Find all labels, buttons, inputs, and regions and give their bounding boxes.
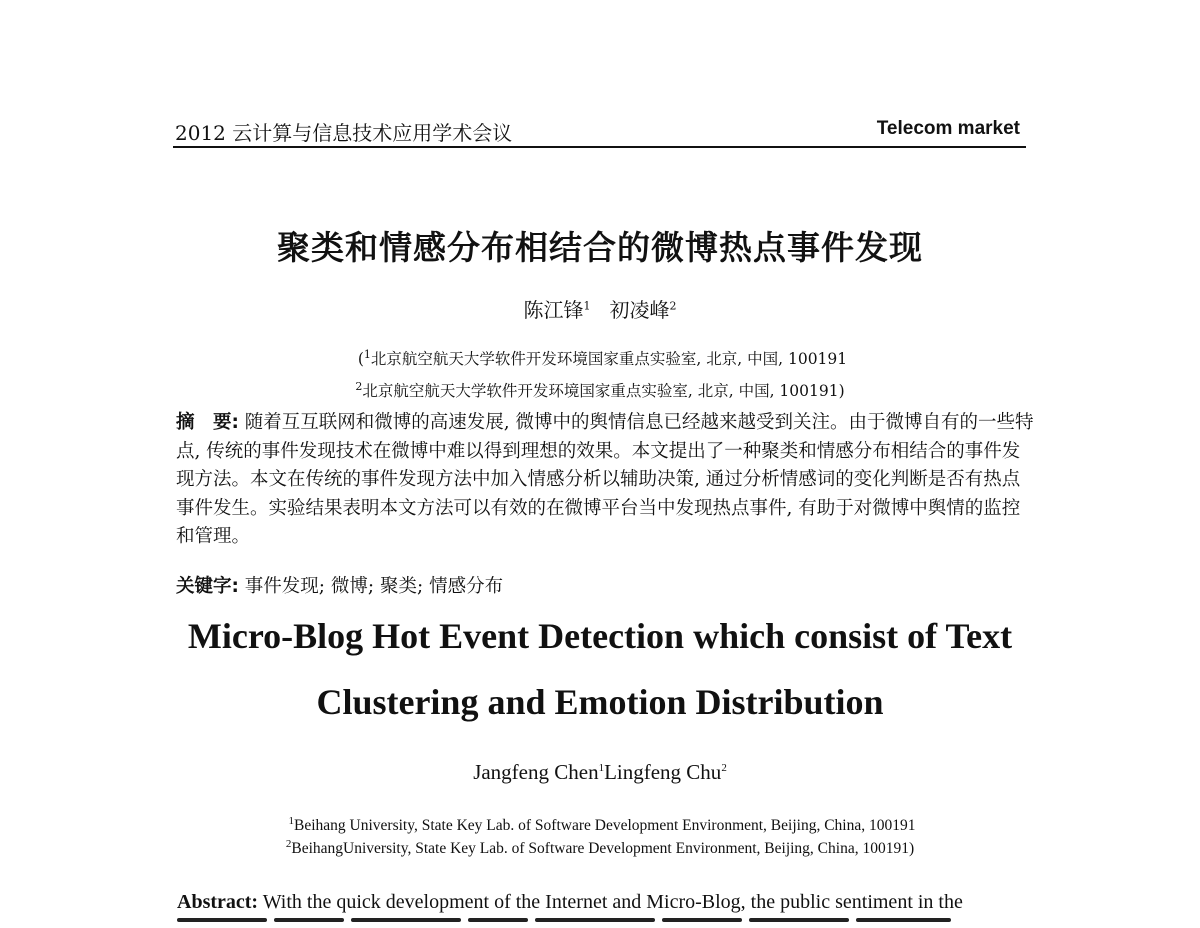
conference-name: 2012 云计算与信息技术应用学术会议: [175, 121, 513, 145]
affiliation-cn-1-sup: 1: [363, 347, 371, 361]
abstract-english: [177, 888, 1047, 916]
keywords-chinese: [176, 573, 1036, 601]
affiliation-en-1: [0, 814, 1200, 835]
author-2-sup-cn: 2: [669, 299, 677, 313]
abstract-en-label: Abstract:: [177, 891, 259, 913]
keywords-cn-label: 关键字:: [176, 576, 239, 597]
affiliation-cn-2-text: 北京航空航天大学软件开发环境国家重点实验室, 北京, 中国, 100191): [362, 382, 845, 400]
affiliation-cn-2: [0, 379, 1200, 401]
paper-title-english-line-1: Micro-Blog Hot Event Detection which consist of Text: [187, 616, 1013, 656]
author-1-sup-cn: 1: [583, 299, 591, 313]
author-2-name-cn: 初凌峰: [609, 298, 670, 322]
author-1-sup-en: 1: [598, 762, 605, 774]
cut-off-word: [468, 918, 528, 922]
cut-off-word: [535, 918, 655, 922]
journal-name: Telecom market: [876, 118, 1020, 139]
keywords-cn-text: 事件发现; 微博; 聚类; 情感分布: [238, 576, 504, 597]
affiliation-cn-1-paren: (: [357, 350, 364, 368]
affiliation-en-2: [0, 837, 1200, 858]
cut-off-word: [351, 918, 461, 922]
affiliation-cn-1-text: 北京航空航天大学软件开发环境国家重点实验室, 北京, 中国, 100191: [370, 350, 848, 368]
cut-off-text-line: [177, 918, 1022, 928]
author-1-name-en: Jangfeng Chen: [473, 760, 599, 784]
abstract-cn-text: 随着互互联网和微博的高速发展, 微博中的舆情信息已经越来越受到关注。由于微博自有的一些特点, 传统的事件发现技术在微博中难以得到理想的效果。本文提出了一种聚类和情感分布相结合的事件发现方法。本文在传统的事件发现方法中加入情感分析以辅助决策, 通过分析情感词的变化判断是否有热点事件发生。实验结果表明本文方法可以有效的在微博平台当中发现热点事件, 有助于对微博中舆情的监控和管理。: [176, 412, 1034, 547]
running-header: [173, 116, 1026, 148]
author-2-sup-en: 2: [721, 762, 727, 774]
affiliation-en-1-text: Beihang University, State Key Lab. of Software Development Environment, Beijing, China, 100191: [294, 817, 916, 834]
cut-off-word: [662, 918, 742, 922]
abstract-en-text: With the quick development of the Internet and Micro-Blog, the public sentiment in the: [258, 891, 963, 913]
paper-title-english-line-2: Clustering and Emotion Distribution: [316, 682, 884, 722]
author-2-name-en: Lingfeng Chu: [604, 760, 722, 784]
authors-english: [0, 760, 1200, 785]
cut-off-word: [177, 918, 267, 922]
affiliation-en-2-text: BeihangUniversity, State Key Lab. of Software Development Environment, Beijing, China, 100191): [291, 840, 915, 857]
cut-off-word: [749, 918, 849, 922]
affiliation-cn-2-sup: 2: [355, 379, 363, 393]
affiliation-cn-1: [0, 347, 1200, 369]
cut-off-word: [856, 918, 951, 922]
abstract-cn-label: 摘 要:: [176, 412, 239, 433]
paper-title-chinese: 聚类和情感分布相结合的微博热点事件发现: [277, 228, 923, 267]
affiliation-en-1-sup: 1: [288, 814, 295, 827]
author-1-name-cn: 陈江锋: [523, 298, 584, 322]
abstract-chinese: [176, 409, 1036, 552]
authors-chinese: [0, 294, 1200, 323]
affiliation-en-2-sup: 2: [285, 837, 292, 850]
cut-off-word: [274, 918, 344, 922]
